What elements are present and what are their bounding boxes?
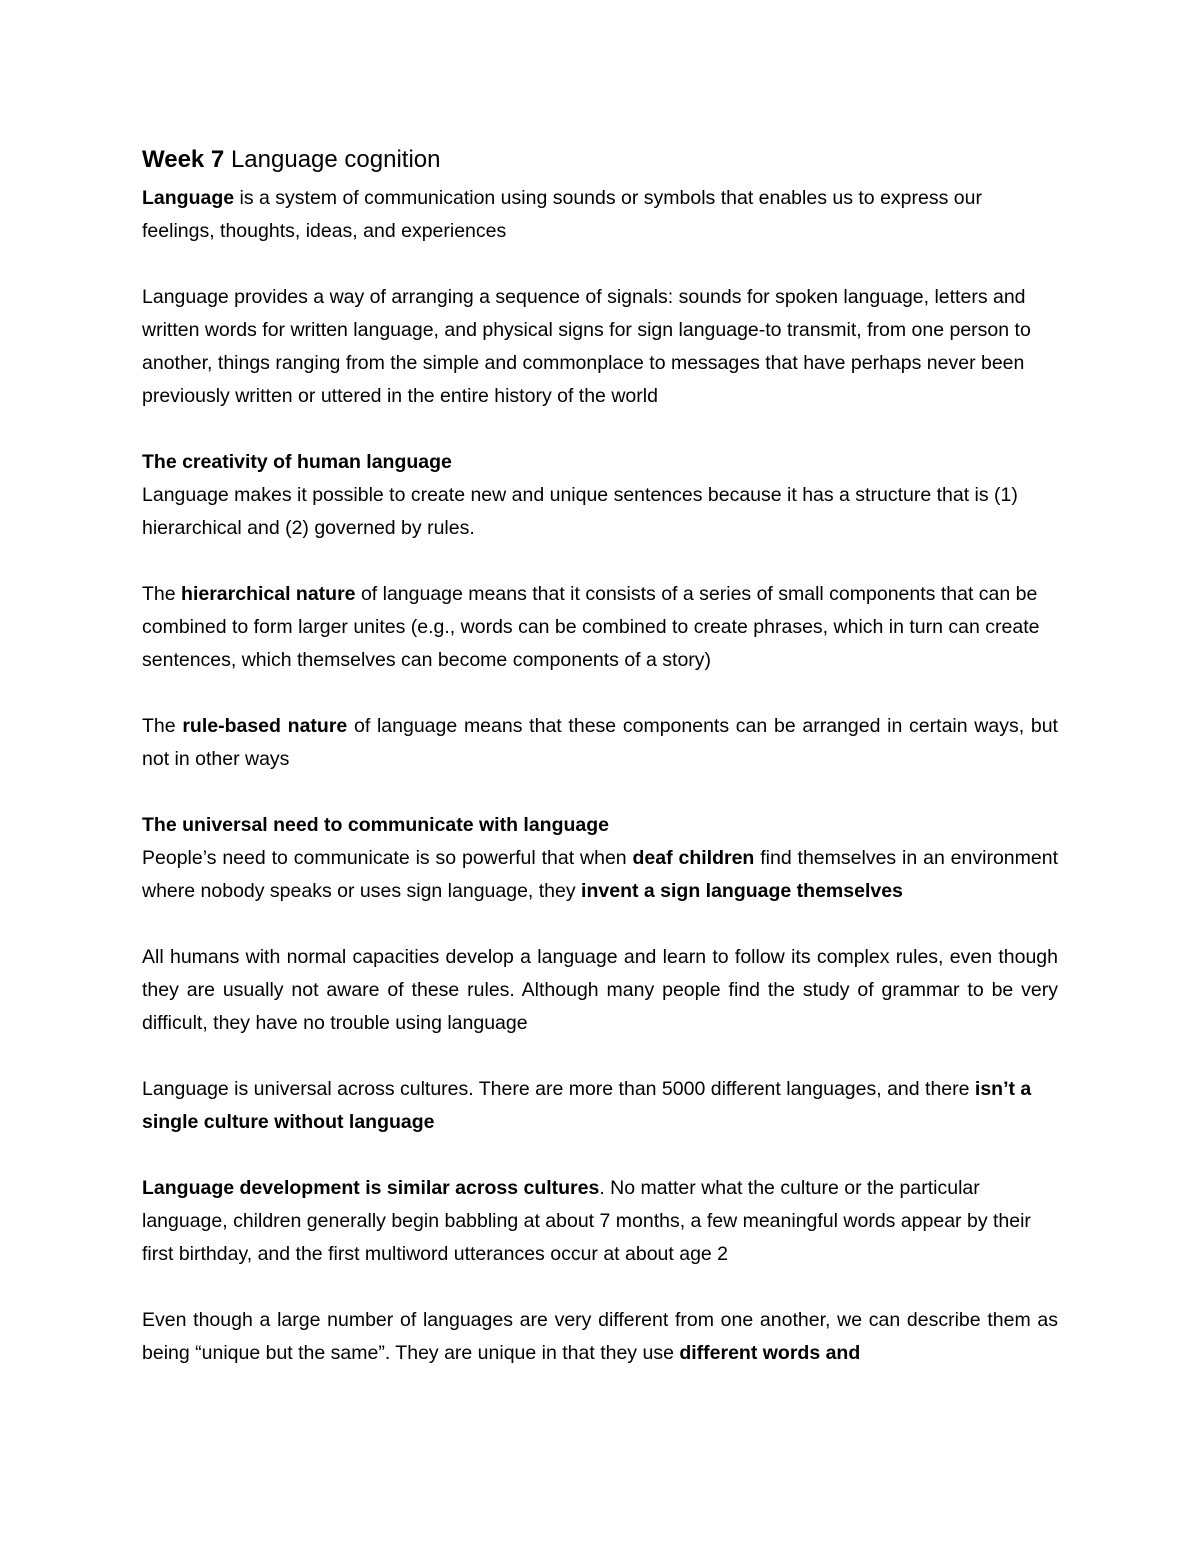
document-page — [142, 140, 1058, 1370]
term-invent-sign-language: invent a sign language themselves — [581, 880, 903, 902]
term-language-development: Language development is similar across cultures — [142, 1177, 600, 1199]
term-deaf-children: deaf children — [632, 847, 755, 869]
page-title — [142, 140, 1058, 180]
development-paragraph: Language development is similar across cultures. No matter what the culture or the particular language, children generally begin babbling at about 7 months, a few meaningful words appear by their first birthday, and the first multiword utterances occur at about age 2 — [142, 1177, 1031, 1265]
language-definition: Language is a system of communication using sounds or symbols that enables us to express our feelings, thoughts, ideas, and experiences — [142, 187, 982, 242]
unique-but-same-paragraph: Even though a large number of languages are very different from one another, we can describe them as being “unique but the same”. They are unique in that they use different words and — [142, 1309, 1058, 1364]
all-humans-paragraph: All humans with normal capacities develop a language and learn to follow its complex rules, even though they are usually not aware of these rules. Although many people find the study of grammar to be very difficult, they have no trouble using language — [142, 946, 1058, 1034]
rule-based-paragraph: The rule-based nature of language means that these components can be arranged in certain ways, but not in other ways — [142, 715, 1058, 770]
universal-cultures-paragraph: Language is universal across cultures. There are more than 5000 different languages, and there isn’t a single culture without language — [142, 1078, 1032, 1133]
term-rule-based-nature: rule-based nature — [182, 715, 348, 737]
deaf-children-paragraph: People’s need to communicate is so powerful that when deaf children find themselves in an environment where nobody speaks or uses sign language, they invent a sign language themselves — [142, 847, 1058, 902]
term-language: Language — [142, 187, 235, 209]
term-no-culture-without-language: isn’t a single culture without language — [142, 1078, 1032, 1133]
language-signals-paragraph: Language provides a way of arranging a sequence of signals: sounds for spoken language, letters and written words for written language, and physical signs for sign language-to transmit, from one person to another, things ranging from the simple and commonplace to messages that have perhaps never been previously written or uttered in the entire history of the world — [142, 286, 1031, 407]
creativity-heading: The creativity of human language — [142, 451, 452, 473]
hierarchical-paragraph: The hierarchical nature of language means that it consists of a series of small components that can be combined to form larger unites (e.g., words can be combined to create phrases, which in turn can create sentences, which themselves can become components of a story) — [142, 583, 1040, 671]
title-topic: Language cognition — [224, 146, 441, 173]
universal-need-heading: The universal need to communicate with language — [142, 814, 610, 836]
creativity-intro: Language makes it possible to create new and unique sentences because it has a structure that is (1) hierarchical and (2) governed by rules. — [142, 484, 1018, 539]
term-hierarchical-nature: hierarchical nature — [181, 583, 356, 605]
title-week: Week 7 — [142, 146, 225, 173]
term-different-words: different words and — [679, 1342, 861, 1364]
